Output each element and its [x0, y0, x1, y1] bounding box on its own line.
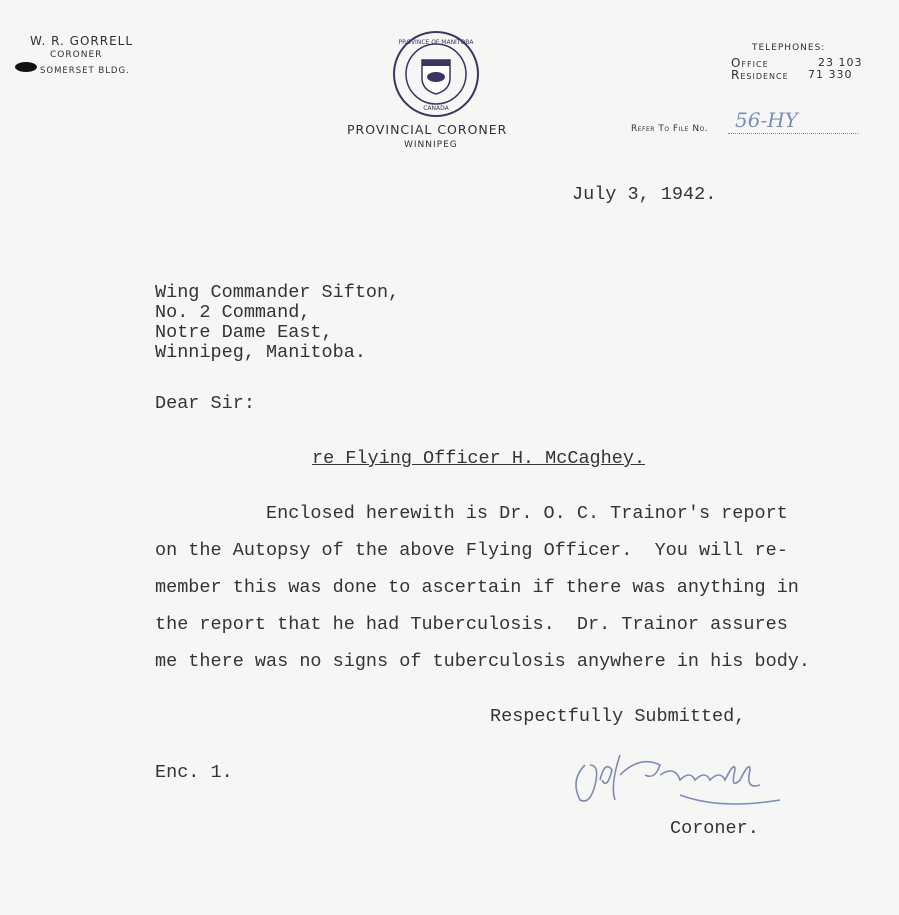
body-line: the report that he had Tuberculosis. Dr. Trainor assures — [155, 614, 788, 635]
body-line: me there was no signs of tuberculosis anywhere in his body. — [155, 651, 811, 672]
recipient-line: Winnipeg, Manitoba. — [155, 342, 366, 363]
province-of-manitoba-seal — [392, 30, 480, 118]
telephones-label: TELEPHONES: — [752, 43, 826, 53]
closing: Respectfully Submitted, — [490, 706, 746, 727]
file-number: 56-HY — [735, 108, 798, 132]
office-phone-label: Office — [731, 56, 769, 70]
file-number-line — [728, 133, 858, 134]
recipient-line: No. 2 Command, — [155, 302, 311, 323]
body-line: on the Autopsy of the above Flying Officer. You will re- — [155, 540, 788, 561]
office-phone: 23 103 — [818, 56, 863, 69]
letterhead-name: W. R. GORRELL — [30, 34, 134, 48]
body-line: member this was done to ascertain if there was anything in — [155, 577, 799, 598]
recipient-line: Wing Commander Sifton, — [155, 282, 400, 303]
enclosure-note: Enc. 1. — [155, 762, 233, 783]
letter-date: July 3, 1942. — [572, 184, 717, 205]
svg-text:PROVINCE OF MANITOBA: PROVINCE OF MANITOBA — [398, 39, 474, 46]
recipient-line: Notre Dame East, — [155, 322, 333, 343]
salutation: Dear Sir: — [155, 393, 255, 414]
signature — [560, 735, 790, 815]
signer-title: Coroner. — [670, 818, 759, 839]
body-line: Enclosed herewith is Dr. O. C. Trainor's report — [266, 503, 788, 524]
letterhead-address: SOMERSET BLDG. — [40, 66, 130, 76]
ink-blot — [15, 62, 37, 72]
residence-phone-label: Residence — [731, 68, 789, 82]
file-number-label: Refer To File No. — [631, 124, 709, 134]
letterhead-city: WINNIPEG — [404, 140, 458, 150]
svg-text:CANADA: CANADA — [423, 105, 449, 112]
subject-line: re Flying Officer H. McCaghey. — [312, 448, 646, 469]
letterhead-office: PROVINCIAL CORONER — [347, 122, 508, 137]
residence-phone: 71 330 — [808, 68, 853, 81]
letterhead-title: CORONER — [50, 50, 103, 60]
